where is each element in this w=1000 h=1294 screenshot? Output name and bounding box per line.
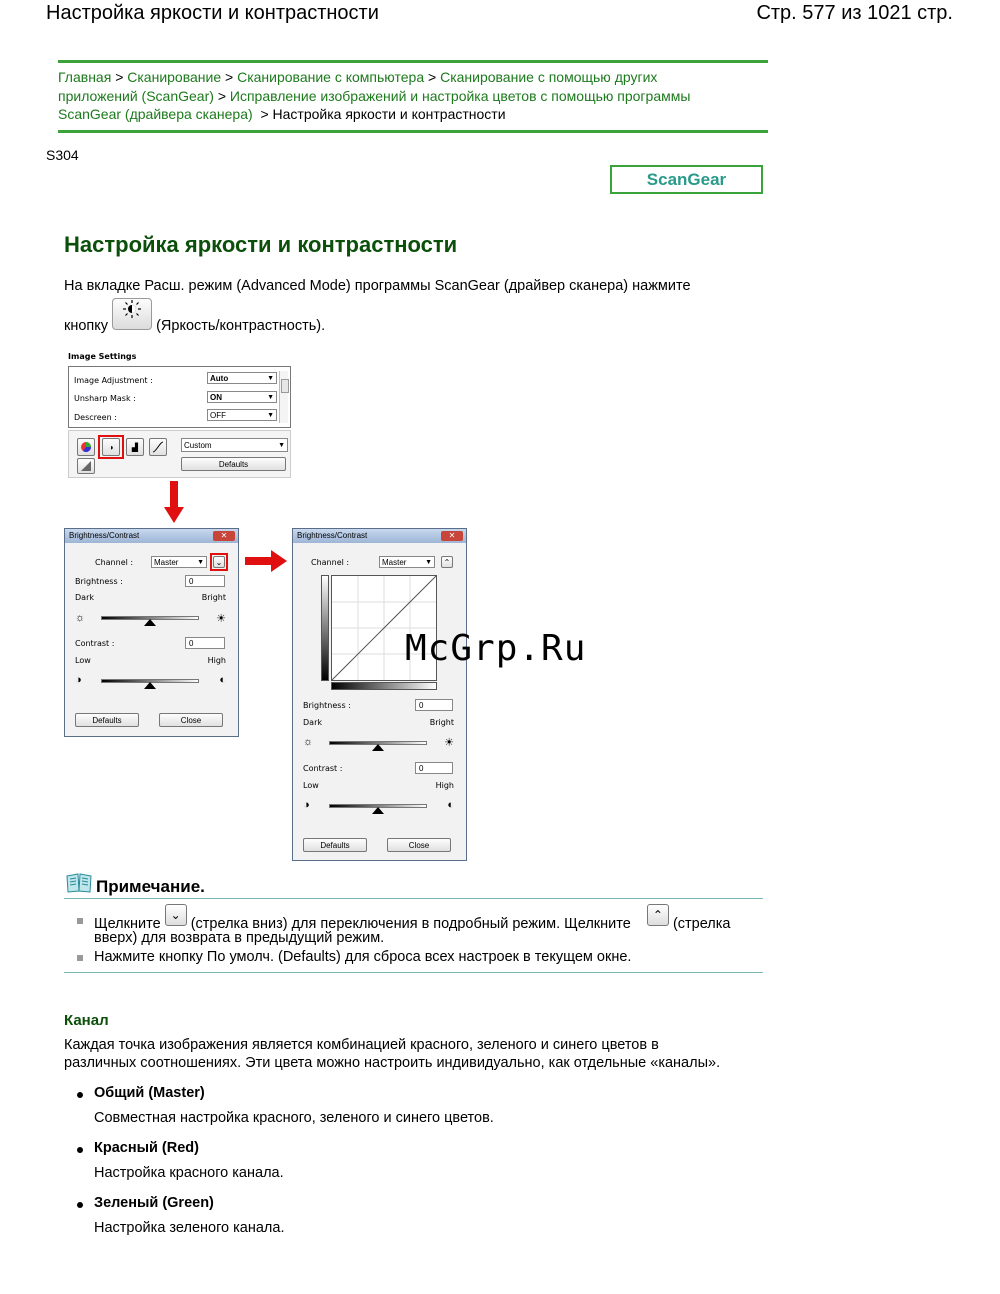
breadcrumb (58, 60, 768, 133)
bright-label: Bright (429, 718, 454, 727)
channel-item-desc: Настройка зеленого канала. (94, 1220, 285, 1236)
breadcrumb-separator: > (428, 69, 437, 85)
channel-text-line2: различных соотношениях. Эти цвета можно настроить индивидуально, как отдельные «каналы». (64, 1055, 721, 1071)
square-bullet-icon (77, 955, 83, 961)
document-title: Настройка яркости и контрастности (46, 2, 379, 24)
brightness-label: Brightness : (75, 577, 123, 586)
dropdown-arrow-icon: ▼ (267, 375, 274, 382)
page-title: Настройка яркости и контрастности (64, 232, 458, 257)
scrollbar[interactable] (279, 371, 288, 423)
intro-text-line2 (64, 298, 326, 334)
note-book-icon (66, 873, 92, 898)
sun-bright-icon: ☀ (444, 737, 454, 749)
intro-text-line1: На вкладке Расш. режим (Advanced Mode) программы ScanGear (драйвер сканера) нажмите (64, 278, 691, 294)
red-arrow-down-icon (164, 481, 184, 528)
breadcrumb-link-other-apps-1[interactable]: Сканирование с помощью других (440, 69, 658, 85)
bright-label: Bright (201, 593, 226, 602)
chevron-down-icon: ⌄ (165, 904, 187, 926)
note-title: Примечание. (96, 877, 205, 896)
brightness-contrast-button-icon (112, 298, 152, 330)
high-label: High (435, 781, 454, 790)
image-adjustment-label: Image Adjustment : (74, 376, 153, 385)
brightness-value: 0 (189, 577, 194, 586)
collapse-chevron-up-icon[interactable]: ⌃ (441, 556, 453, 568)
round-bullet-icon (77, 1147, 83, 1153)
note-top-divider (64, 898, 763, 899)
descreen-select[interactable] (207, 409, 277, 421)
contrast-value: 0 (419, 764, 424, 773)
note-item-1-part-c: (стрелка (672, 915, 731, 932)
low-label: Low (75, 656, 91, 665)
contrast-spinbox[interactable] (415, 762, 453, 774)
brightness-slider-thumb[interactable] (372, 744, 384, 751)
breadcrumb-separator: > (217, 87, 226, 104)
scrollbar-thumb[interactable] (281, 379, 289, 393)
breadcrumb-link-correcting-1[interactable]: Исправление изображений и настройка цветов с помощью программы (229, 87, 691, 104)
output-gradient (321, 575, 329, 681)
intro-text-before: кнопку (64, 317, 109, 334)
breadcrumb-link-scan-from-computer[interactable]: Сканирование с компьютера (237, 69, 425, 85)
image-adjustment-select[interactable] (207, 372, 277, 384)
doc-code: S304 (46, 147, 79, 163)
brightness-contrast-dialog-simple (64, 528, 239, 737)
note-item-1-part-a: Щелкните (94, 915, 161, 932)
close-button[interactable]: Close (387, 838, 451, 852)
channel-select[interactable] (151, 556, 207, 568)
color-balance-icon[interactable] (77, 438, 95, 456)
image-adjustment-value: Auto (210, 374, 229, 383)
chevron-up-icon: ⌃ (647, 904, 669, 926)
channel-item-name: Красный (Red) (94, 1140, 199, 1156)
contrast-label: Contrast : (75, 639, 115, 648)
page-counter: Стр. 577 из 1021 стр. (756, 2, 953, 24)
note-item-1-line2: вверх) для возврата в предыдущий режим. (94, 930, 385, 946)
intro-text-after: (Яркость/контрастность). (156, 317, 326, 334)
channel-label: Channel : (311, 558, 350, 567)
channel-item-desc: Настройка красного канала. (94, 1165, 284, 1181)
descreen-value: OFF (210, 411, 226, 420)
breadcrumb-link-correcting-2[interactable]: ScanGear (драйвера сканера) (58, 106, 253, 122)
contrast-high-icon: ◐ (219, 674, 226, 686)
breadcrumb-link-other-apps-2[interactable]: приложений (ScanGear) (58, 87, 214, 104)
sun-dim-icon: ☼ (303, 736, 314, 748)
contrast-high-icon: ◐ (447, 799, 454, 811)
channel-item-desc: Совместная настройка красного, зеленого и синего цветов. (94, 1110, 494, 1126)
breadcrumb-link-home[interactable]: Главная (58, 69, 112, 85)
brightness-value: 0 (419, 701, 424, 710)
dialog-titlebar: Brightness/Contrast (293, 529, 466, 543)
dropdown-arrow-icon: ▼ (267, 412, 274, 419)
expand-chevron-down-icon[interactable]: ⌄ (213, 556, 225, 568)
close-button[interactable]: Close (159, 713, 223, 727)
channel-item-name: Общий (Master) (94, 1085, 205, 1101)
contrast-slider-thumb[interactable] (144, 682, 156, 689)
note-item-2: Нажмите кнопку По умолч. (Defaults) для сброса всех настроек в текущем окне. (94, 949, 632, 965)
note-bottom-divider (64, 972, 763, 973)
input-gradient (331, 682, 437, 690)
dark-label: Dark (75, 593, 94, 602)
sun-bright-icon: ☀ (216, 613, 226, 625)
channel-value: Master (154, 558, 179, 567)
close-icon[interactable]: ✕ (213, 531, 235, 541)
preset-select[interactable] (181, 438, 288, 452)
red-arrow-right-icon (245, 550, 287, 577)
tone-curve-icon[interactable] (149, 438, 167, 456)
contrast-low-icon: ◑ (75, 674, 82, 686)
channel-value: Master (382, 558, 407, 567)
contrast-label: Contrast : (303, 764, 343, 773)
defaults-button[interactable]: Defaults (181, 457, 286, 471)
brightness-spinbox[interactable] (415, 699, 453, 711)
brightness-contrast-dialog-detailed (292, 528, 467, 861)
contrast-spinbox[interactable] (185, 637, 225, 649)
contrast-slider-thumb[interactable] (372, 807, 384, 814)
final-review-icon[interactable] (77, 458, 95, 474)
channel-section-title: Канал (64, 1012, 109, 1029)
round-bullet-icon (77, 1092, 83, 1098)
channel-label: Channel : (95, 558, 134, 567)
dropdown-arrow-icon: ▼ (197, 559, 204, 566)
dialog-titlebar: Brightness/Contrast (65, 529, 238, 543)
dropdown-arrow-icon: ▼ (425, 559, 432, 566)
brightness-label: Brightness : (303, 701, 351, 710)
brightness-slider-thumb[interactable] (144, 619, 156, 626)
note-item-1 (94, 904, 764, 932)
sun-dim-icon: ☼ (75, 612, 86, 624)
dropdown-arrow-icon: ▼ (278, 442, 285, 449)
unsharp-mask-value: ON (210, 393, 222, 402)
dark-label: Dark (303, 718, 322, 727)
breadcrumb-separator: > (225, 69, 234, 85)
brightness-spinbox[interactable] (185, 575, 225, 587)
low-label: Low (303, 781, 319, 790)
unsharp-mask-select[interactable] (207, 391, 277, 403)
dropdown-arrow-icon: ▼ (267, 394, 274, 401)
breadcrumb-link-scanning[interactable]: Сканирование (127, 69, 222, 85)
high-label: High (207, 656, 226, 665)
channel-select[interactable] (379, 556, 435, 568)
defaults-button[interactable]: Defaults (75, 713, 139, 727)
breadcrumb-separator: > (260, 106, 269, 122)
unsharp-mask-label: Unsharp Mask : (74, 394, 136, 403)
image-settings-title: Image Settings (68, 352, 137, 361)
scangear-badge: ScanGear (610, 165, 763, 194)
breadcrumb-separator: > (115, 69, 124, 85)
breadcrumb-current: Настройка яркости и контрастности (272, 106, 506, 122)
watermark: McGrp.Ru (405, 628, 587, 669)
image-settings-toolbar (68, 430, 291, 478)
square-bullet-icon (77, 918, 83, 924)
brightness-contrast-icon[interactable]: ◑ (102, 438, 120, 456)
contrast-value: 0 (189, 639, 194, 648)
contrast-low-icon: ◑ (303, 799, 310, 811)
round-bullet-icon (77, 1202, 83, 1208)
channel-item-name: Зеленый (Green) (94, 1195, 214, 1211)
preset-value: Custom (184, 441, 212, 450)
note-item-1-part-b: (стрелка вниз) для переключения в подробный режим. Щелкните (190, 915, 631, 932)
channel-text-line1: Каждая точка изображения является комбинацией красного, зеленого и синего цветов в (64, 1037, 659, 1053)
histogram-icon[interactable]: ▟ (126, 438, 144, 456)
image-settings-panel (68, 366, 291, 428)
defaults-button[interactable]: Defaults (303, 838, 367, 852)
close-icon[interactable]: ✕ (441, 531, 463, 541)
descreen-label: Descreen : (74, 413, 117, 422)
